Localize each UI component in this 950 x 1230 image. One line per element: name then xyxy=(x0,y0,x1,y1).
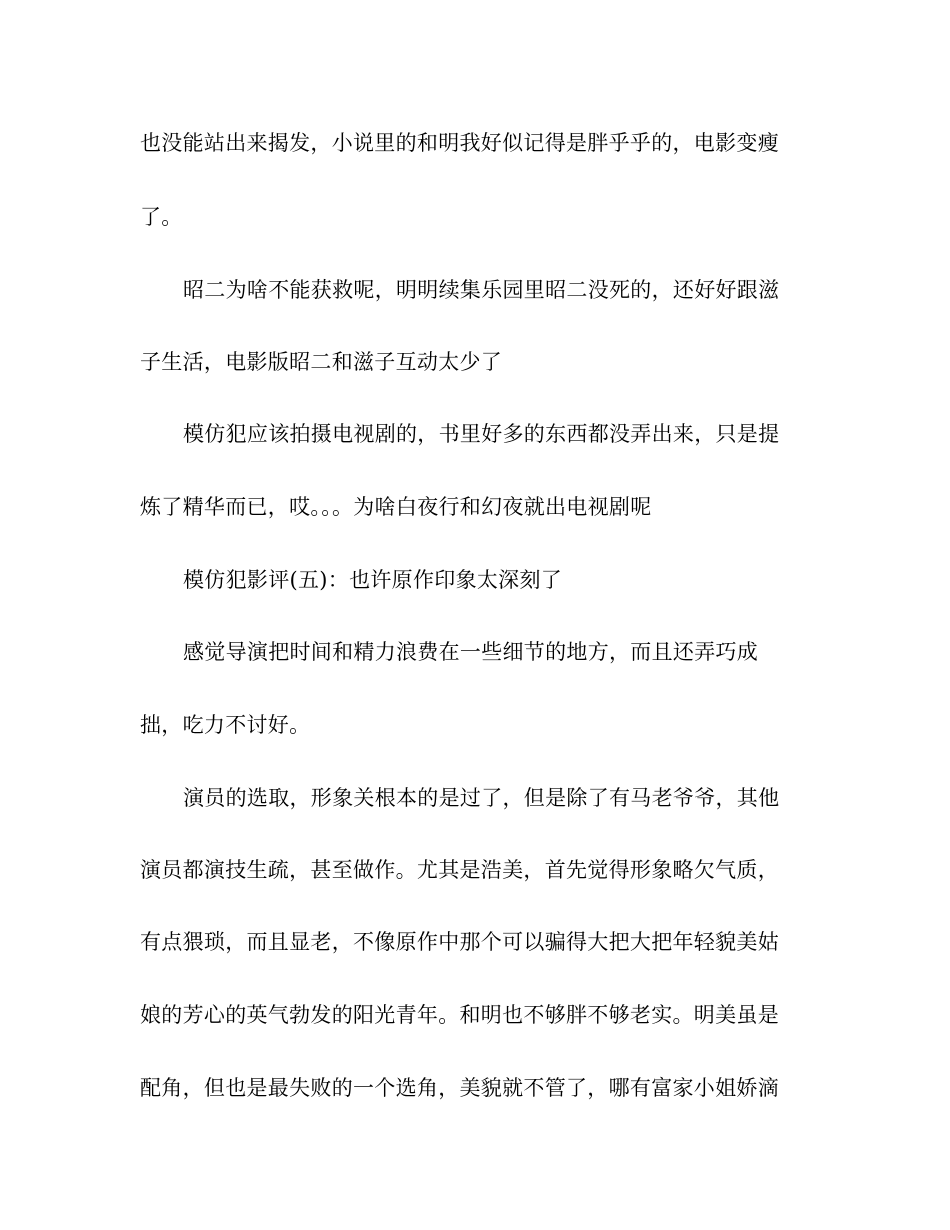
paragraph-first-line: 感觉导演把时间和精力浪费在一些细节的地方，而且还弄巧成 xyxy=(183,640,759,664)
text-line: 演员都演技生疏，甚至做作。尤其是浩美，首先觉得形象略欠气质， xyxy=(140,858,779,882)
paragraph-first-line: 演员的选取，形象关根本的是过了，但是除了有马老爷爷，其他 xyxy=(183,786,780,810)
paragraph-first-line: 模仿犯应该拍摄电视剧的，书里好多的东西都没弄出来，只是提 xyxy=(183,422,780,446)
text-line: 了。 xyxy=(140,205,183,229)
text-line: 也没能站出来揭发，小说里的和明我好似记得是胖乎乎的，电影变瘦 xyxy=(140,131,779,155)
text-line: 炼了精华而已，哎。。。为啥白夜行和幻夜就出电视剧呢 xyxy=(140,495,652,519)
section-heading: 模仿犯影评(五)：也许原作印象太深刻了 xyxy=(183,568,563,592)
text-line: 配角，但也是最失败的一个选角，美貌就不管了，哪有富家小姐娇滴 xyxy=(140,1076,779,1100)
paragraph-first-line: 昭二为啥不能获救呢，明明续集乐园里昭二没死的，还好好跟滋 xyxy=(183,278,780,302)
text-line: 娘的芳心的英气勃发的阳光青年。和明也不够胖不够老实。明美虽是 xyxy=(140,1003,779,1027)
text-line: 有点猥琐，而且显老，不像原作中那个可以骗得大把大把年轻貌美姑 xyxy=(140,930,779,954)
text-line: 拙，吃力不讨好。 xyxy=(140,713,311,737)
text-line: 子生活，电影版昭二和滋子互动太少了 xyxy=(140,350,503,374)
